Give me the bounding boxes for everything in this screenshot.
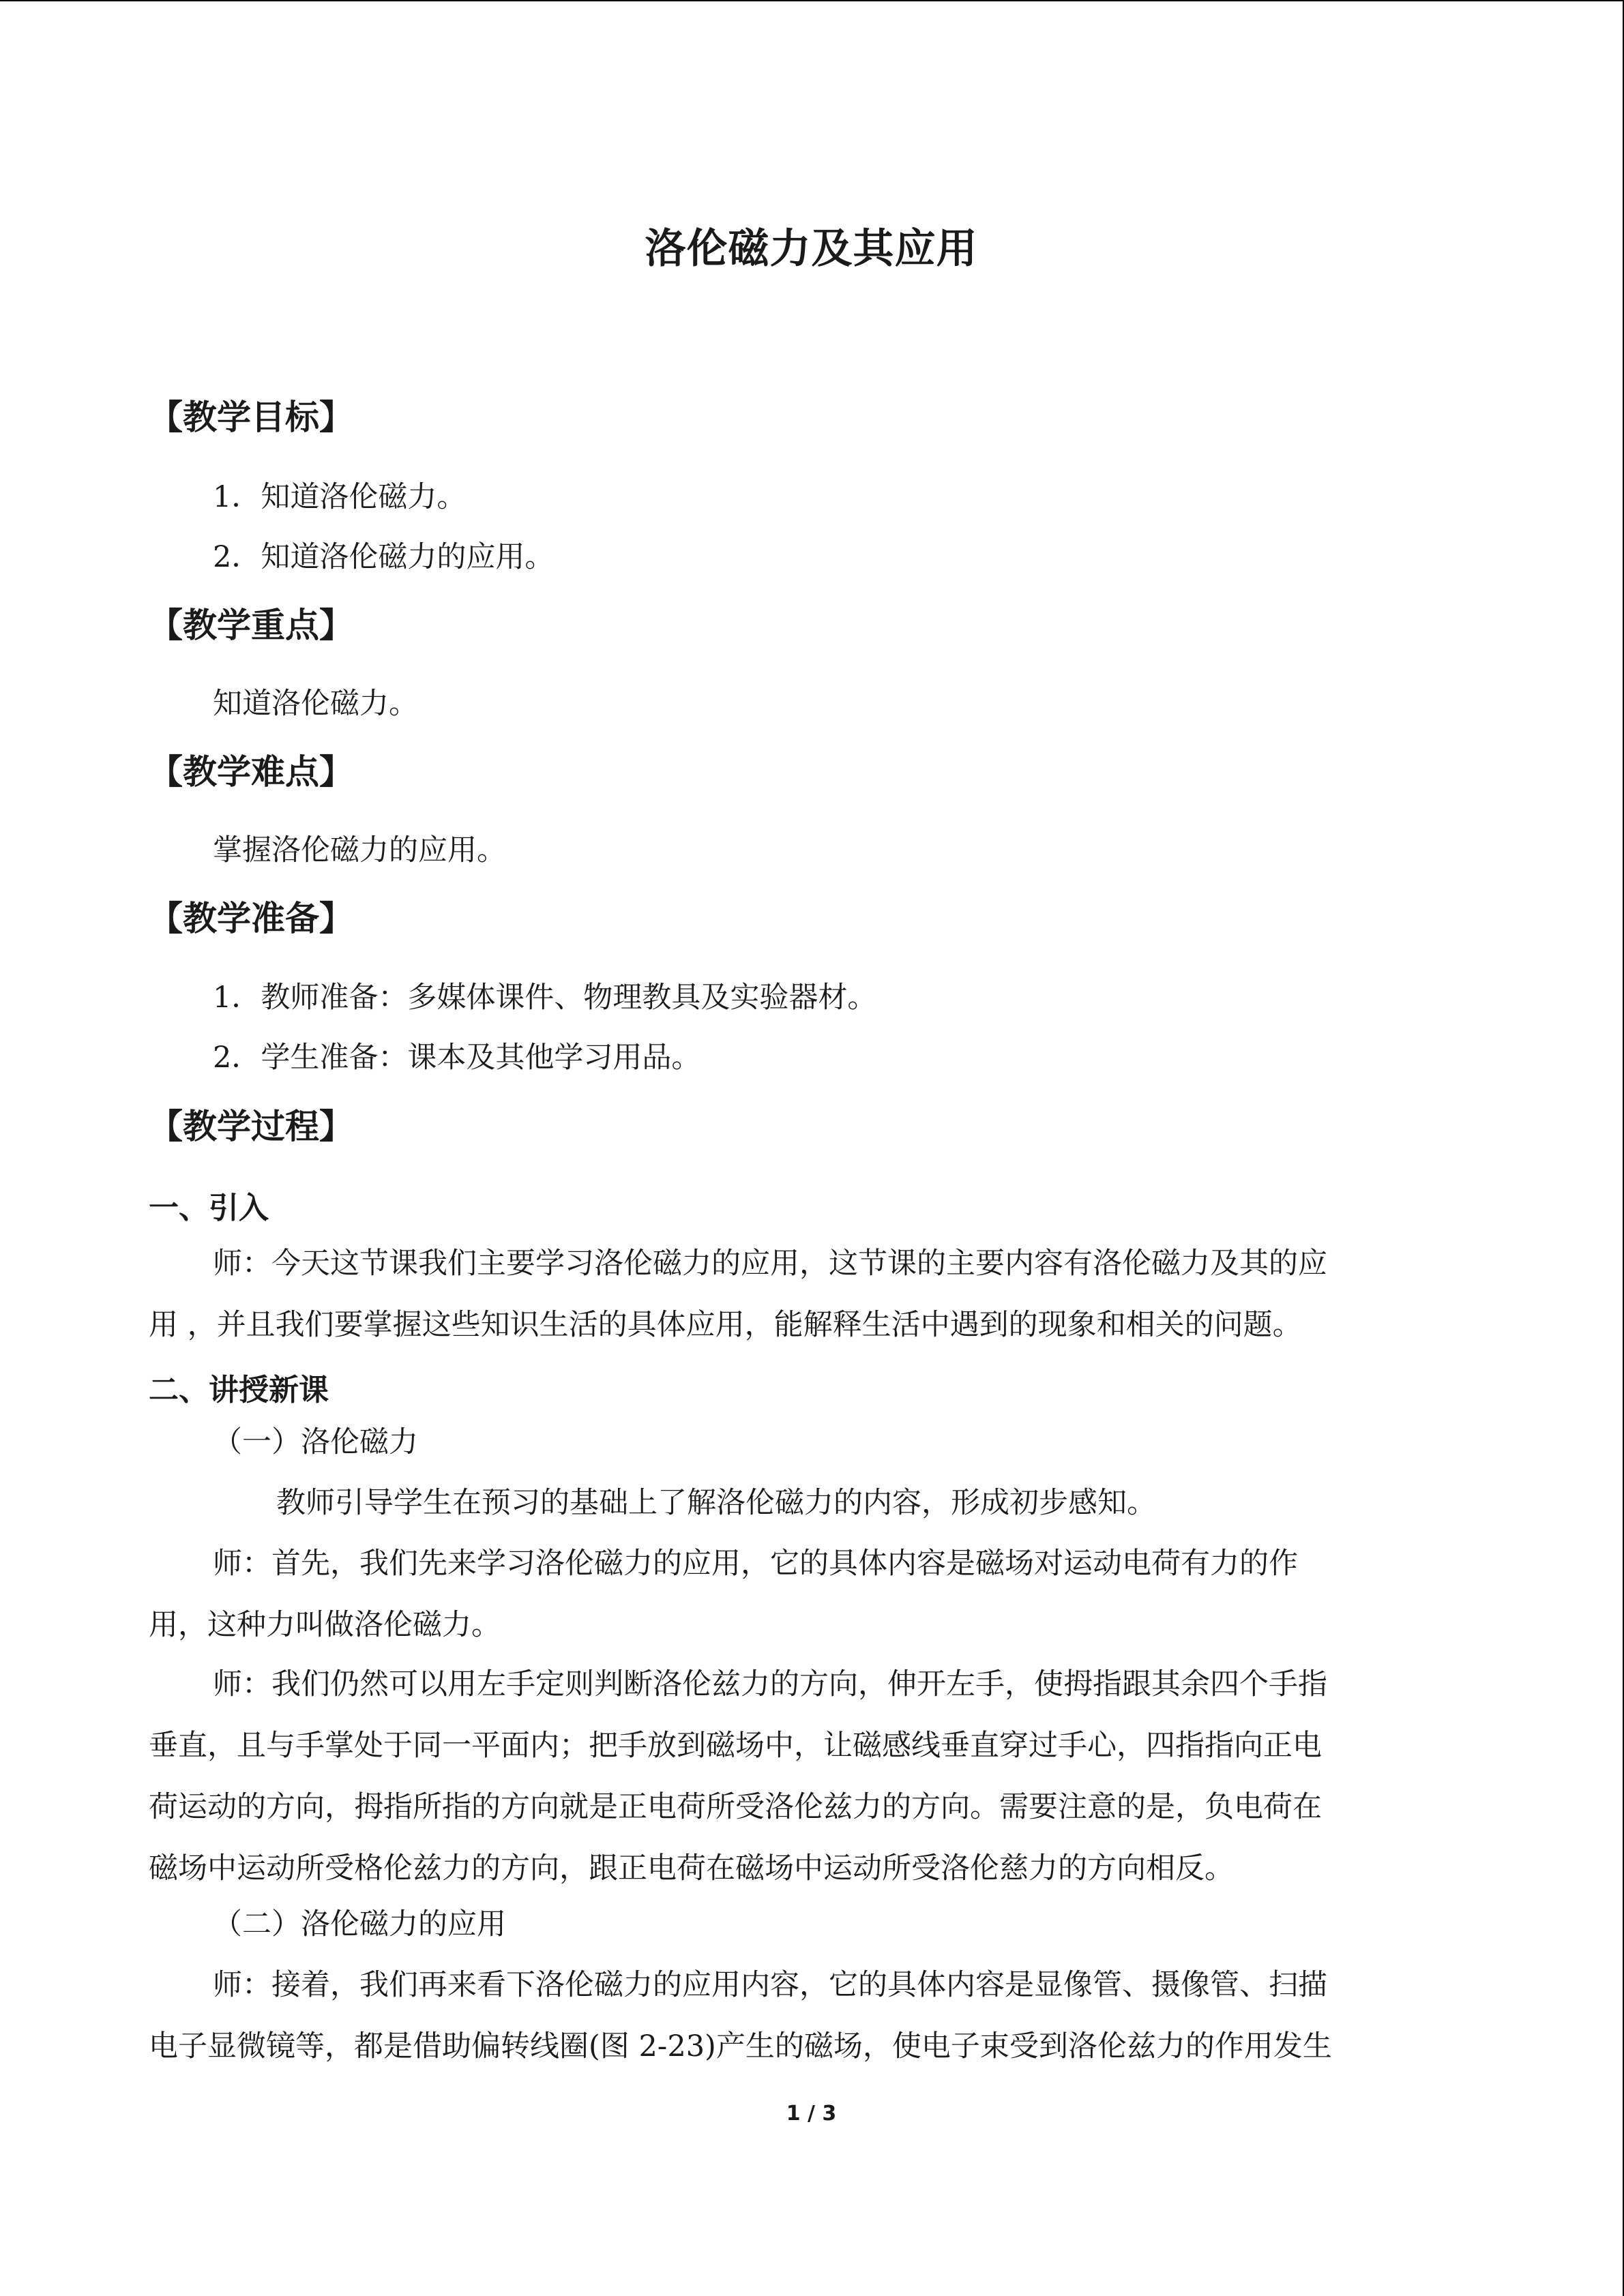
- preparation-item: 1．教师准备：多媒体课件、物理教具及实验器材。: [213, 981, 877, 1015]
- subsection-heading-lorentz-force: （一）洛伦磁力: [213, 1425, 418, 1459]
- paragraph-line: 荷运动的方向，拇指所指的方向就是正电荷所受洛伦兹力的方向。需要注意的是，负电荷在: [149, 1790, 1322, 1824]
- section-heading-objectives: 【教学目标】: [149, 398, 353, 437]
- section-heading-preparation: 【教学准备】: [149, 899, 353, 938]
- paragraph-line: 磁场中运动所受格伦兹力的方向，跟正电荷在磁场中运动所受洛伦慈力的方向相反。: [149, 1851, 1234, 1885]
- subsection-heading-applications: （二）洛伦磁力的应用: [213, 1907, 506, 1941]
- paragraph-definition: [149, 1533, 1458, 1656]
- paragraph-line: 电子显微镜等，都是借助偏转线圈(图 2-23)产生的磁场，使电子束受到洛伦兹力的作用发生: [149, 2029, 1332, 2063]
- section-heading-difficulties: 【教学难点】: [149, 752, 353, 792]
- section-heading-key-points: 【教学重点】: [149, 606, 353, 645]
- page-number: 1 / 3: [786, 2102, 837, 2126]
- paragraph-left-hand-rule: [149, 1654, 1458, 1899]
- subsection-intro: 教师引导学生在预习的基础上了解洛伦磁力的内容，形成初步感知。: [276, 1486, 1156, 1520]
- paragraph-line: 师：今天这节课我们主要学习洛伦磁力的应用，这节课的主要内容有洛伦磁力及其的应: [213, 1247, 1327, 1281]
- part-heading-new-lesson: 二、讲授新课: [149, 1373, 329, 1407]
- paragraph-line: 师：我们仍然可以用左手定则判断洛伦兹力的方向，伸开左手，使拇指跟其余四个手指: [213, 1667, 1327, 1701]
- difficulties-text: 掌握洛伦磁力的应用。: [213, 833, 506, 867]
- paragraph-line: 师：首先，我们先来学习洛伦磁力的应用，它的具体内容是磁场对运动电荷有力的作: [213, 1547, 1298, 1581]
- document-title: 洛伦磁力及其应用: [645, 225, 978, 273]
- paragraph-line: 用，这种力叫做洛伦磁力。: [149, 1608, 501, 1642]
- paragraph-intro: [149, 1233, 1458, 1356]
- objective-item: 2．知道洛伦磁力的应用。: [213, 540, 555, 574]
- part-heading-intro: 一、引入: [149, 1191, 269, 1225]
- paragraph-applications: [149, 1954, 1458, 2077]
- key-points-text: 知道洛伦磁力。: [213, 687, 418, 721]
- paragraph-line: 用 ，并且我们要掌握这些知识生活的具体应用，能解释生活中遇到的现象和相关的问题。: [149, 1308, 1302, 1342]
- preparation-item: 2．学生准备：课本及其他学习用品。: [213, 1041, 701, 1075]
- objective-item: 1．知道洛伦磁力。: [213, 480, 467, 514]
- section-heading-process: 【教学过程】: [149, 1107, 353, 1146]
- paragraph-line: 师：接着，我们再来看下洛伦磁力的应用内容，它的具体内容是显像管、摄像管、扫描: [213, 1968, 1327, 2002]
- paragraph-line: 垂直，且与手掌处于同一平面内；把手放到磁场中，让磁感线垂直穿过手心，四指指向正电: [149, 1729, 1322, 1763]
